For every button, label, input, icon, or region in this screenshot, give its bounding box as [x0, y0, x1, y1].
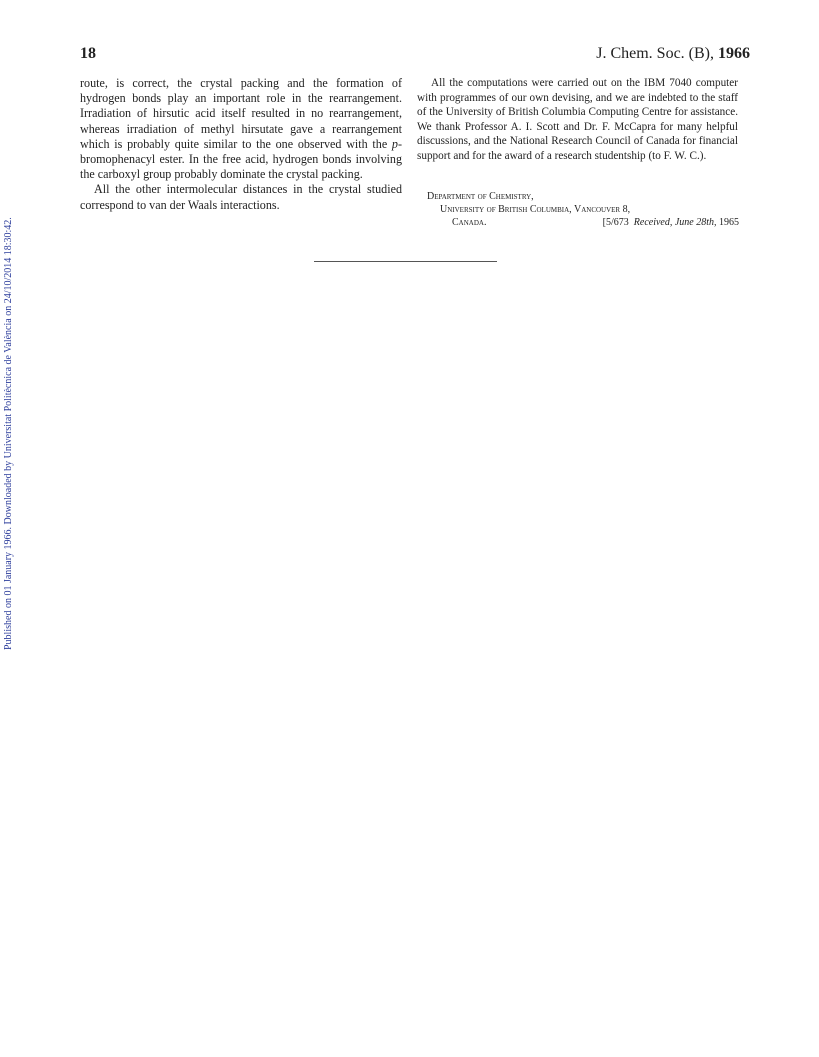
paragraph-text: route, is correct, the crystal packing and the formation of hydrogen bonds play an important role in the rearrangement. Irradiation of hirsutic acid itself resulted in no rearrangement, whereas irradiation of methyl hirsutate gave a rearrangement which is probably quite similar to the one observed with the [80, 76, 402, 151]
italic-p: p [391, 136, 398, 151]
received-year: 1965 [719, 216, 739, 228]
manuscript-ref: [5/673 [602, 216, 629, 228]
download-watermark [3, 180, 21, 650]
author-address [427, 191, 739, 229]
end-rule [314, 261, 497, 262]
journal-header [596, 45, 750, 63]
address-department: Department of Chemistry, [427, 191, 534, 202]
address-country: Canada. [452, 216, 487, 228]
paragraph [80, 76, 402, 182]
address-university: University of British Columbia, Vancouver 8, [440, 203, 631, 215]
page-number: 18 [80, 45, 96, 62]
journal-name: J. Chem. Soc. (B), [596, 45, 718, 62]
acknowledgements-paragraph: All the computations were carried out on the IBM 7040 computer with programmes of our own devising, and we are indebted to the staff of the University of British Columbia Computing Centre for assistance. We thank Professor A. I. Scott and Dr. F. McCapra for many helpful discussions, and the National Research Council of Canada for financial support and for the award of a research studentship (to F. W. C.). [417, 77, 738, 162]
paragraph-text: -bromophenacyl ester. In the free acid, hydrogen bonds involving the carboxyl group probably dominate the crystal packing. [80, 136, 402, 182]
right-column [417, 76, 738, 164]
download-watermark-text: Published on 01 January 1966. Downloaded by Universitat Politècnica de València on 24/10/2014 18:30:42. [3, 217, 14, 650]
address-country-line [427, 217, 739, 230]
received-label: Received, June 28th, [633, 216, 717, 228]
received-note [603, 217, 739, 230]
journal-year: 1966 [718, 45, 750, 62]
left-column [80, 76, 402, 213]
paragraph: All the other intermolecular distances in the crystal studied correspond to van der Waals interactions. [80, 182, 402, 212]
